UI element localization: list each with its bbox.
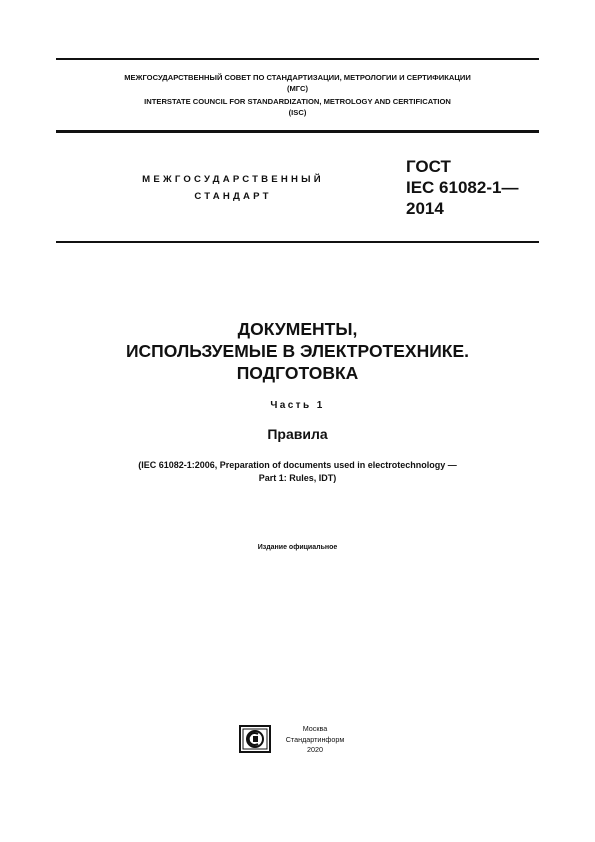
council-ru-abbr: (МГС) bbox=[286, 84, 309, 93]
designation-line2: IEC 61082-1— bbox=[406, 178, 519, 197]
standard-type bbox=[118, 171, 348, 205]
edition-label: Издание официальное bbox=[257, 544, 338, 551]
publisher-year: 2020 bbox=[307, 745, 323, 754]
publisher-info bbox=[280, 724, 350, 756]
standard-designation bbox=[406, 156, 518, 219]
title-line3: ПОДГОТОВКА bbox=[236, 363, 359, 383]
title-line1: ДОКУМЕНТЫ, bbox=[237, 319, 358, 339]
standard-type-line2: СТАНДАРТ bbox=[194, 191, 272, 202]
standard-type-line1: МЕЖГОСУДАРСТВЕННЫЙ bbox=[142, 174, 324, 185]
iec-reference-line2: Part 1: Rules, IDT) bbox=[258, 473, 337, 483]
publisher-city: Москва bbox=[302, 724, 328, 733]
council-ru-name: МЕЖГОСУДАРСТВЕННЫЙ СОВЕТ ПО СТАНДАРТИЗАЦИИ, МЕТРОЛОГИИ И СЕРТИФИКАЦИИ bbox=[124, 73, 471, 82]
part-label: Часть 1 bbox=[270, 400, 325, 411]
council-en-abbr: (ISC) bbox=[288, 108, 307, 117]
publisher-logo bbox=[239, 725, 271, 753]
top-rule bbox=[56, 58, 539, 60]
designation-line1: ГОСТ bbox=[406, 157, 451, 176]
title-line2: ИСПОЛЬЗУЕМЫЕ В ЭЛЕКТРОТЕХНИКЕ. bbox=[125, 341, 470, 361]
publisher-name: Стандартинформ bbox=[285, 734, 345, 744]
document-subtitle: Правила bbox=[267, 426, 328, 442]
header-rule bbox=[56, 241, 539, 243]
iec-reference bbox=[0, 459, 595, 485]
designation-line3: 2014 bbox=[406, 199, 444, 218]
document-title bbox=[0, 318, 595, 384]
standartinform-logo-icon bbox=[239, 725, 271, 753]
council-en-name: INTERSTATE COUNCIL FOR STANDARDIZATION, METROLOGY AND CERTIFICATION bbox=[144, 97, 451, 106]
council-rule bbox=[56, 130, 539, 133]
council-block bbox=[0, 72, 595, 118]
iec-reference-line1: (IEC 61082-1:2006, Preparation of documents used in electrotechnology — bbox=[138, 460, 457, 470]
